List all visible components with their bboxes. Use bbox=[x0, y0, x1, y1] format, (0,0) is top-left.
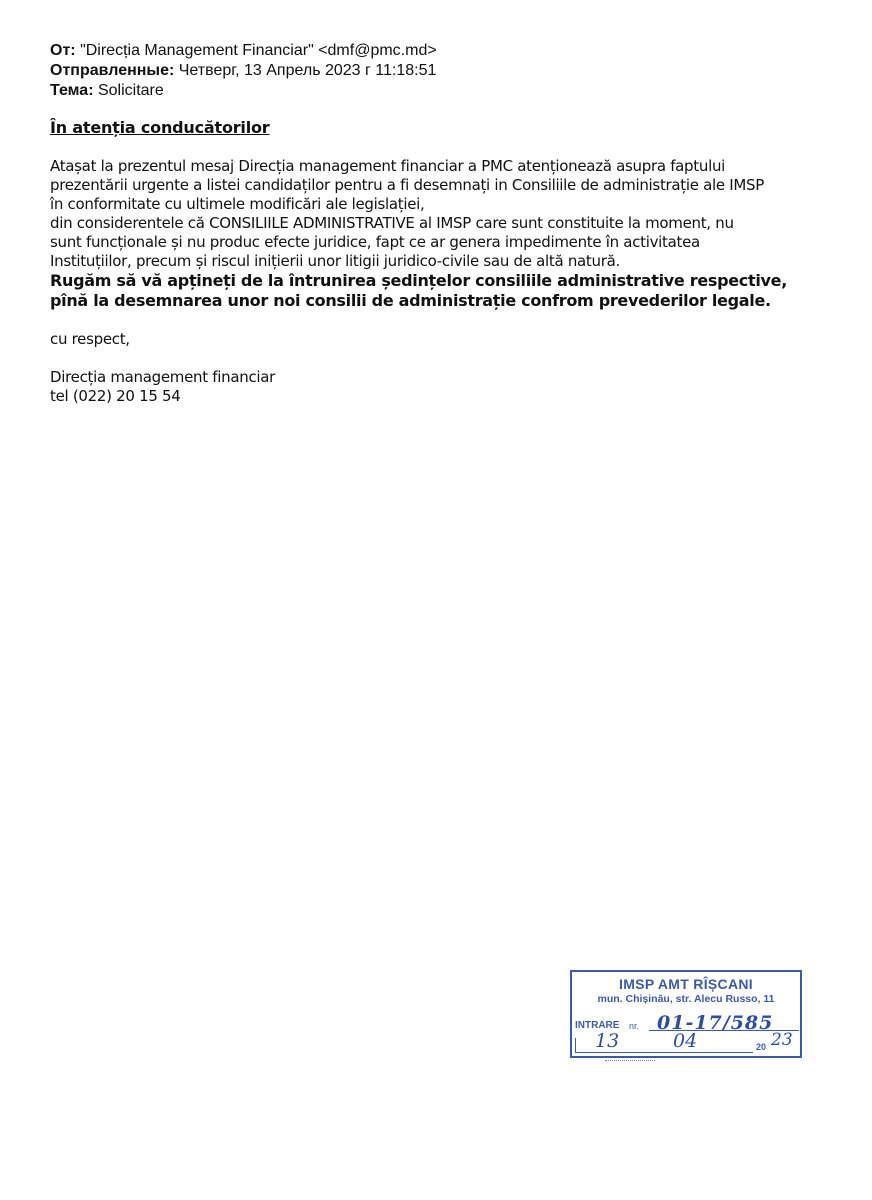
paragraph-line: sunt funcționale și nu produc efecte juridice, fapt ce ar genera impedimente în activitatea bbox=[50, 233, 700, 251]
paragraph-line: prezentării urgente a listei candidaților pentru a fi desemnați in Consiliile de administrație ale IMSP bbox=[50, 176, 765, 194]
sent-value: Четверг, 13 Апрель 2023 г 11:18:51 bbox=[178, 62, 437, 79]
stamp-title: IMSP AMT RÎȘCANI bbox=[619, 976, 753, 992]
sent-label: Отправленные: bbox=[50, 62, 175, 79]
stamp-nr-label: nr. bbox=[629, 1021, 640, 1031]
stamp-day: 13 bbox=[595, 1030, 620, 1052]
stamp-month: 04 bbox=[673, 1030, 698, 1052]
stamp-date-row bbox=[575, 1030, 799, 1054]
bold-line: pînă la desemnarea unor noi consilii de administrație confrom prevederilor legale. bbox=[50, 291, 771, 310]
paragraph-line: Atașat la prezentul mesaj Direcția management financiar a PMC atenționează asupra faptului bbox=[50, 157, 726, 175]
stamp-intrare-label: INTRARE bbox=[575, 1020, 620, 1031]
signature-name: Direcția management financiar bbox=[50, 368, 276, 386]
paragraph-line: în conformitate cu ultimele modificări ale legislației, bbox=[50, 195, 425, 213]
registration-stamp bbox=[570, 970, 802, 1058]
sent-row bbox=[50, 61, 437, 81]
subject-value: Solicitare bbox=[97, 82, 164, 99]
stamp-year-prefix: 20 bbox=[756, 1042, 767, 1052]
bold-line: Rugăm să vă apțineți de la întrunirea ședințelor consiliile administrative respective, bbox=[50, 271, 787, 290]
signature-tel: tel (022) 20 15 54 bbox=[50, 387, 181, 405]
paragraph-line: din considerentele că CONSILIILE ADMINISTRATIVE al IMSP care sunt constituite la moment, nu bbox=[50, 214, 734, 232]
closing: cu respect, bbox=[50, 330, 130, 348]
attention-heading: În atenția conducătorilor bbox=[50, 118, 270, 137]
subject-row bbox=[50, 81, 437, 101]
main-paragraph bbox=[50, 157, 810, 271]
from-label: От: bbox=[50, 42, 76, 59]
stamp-handwritten-number: 01-17/585 bbox=[657, 1012, 774, 1034]
paragraph-line: Instituțiilor, precum și riscul inițierii unor litigii juridico-civile sau de altă natură. bbox=[50, 252, 620, 270]
letter-body bbox=[50, 118, 810, 406]
stamp-year-suffix: 23 bbox=[771, 1030, 793, 1050]
stamp-address: mun. Chișinău, str. Alecu Russo, 11 bbox=[597, 993, 775, 1005]
from-value: "Direcția Management Financiar" <dmf@pmc.md> bbox=[80, 42, 437, 59]
email-header bbox=[50, 41, 437, 101]
from-row bbox=[50, 41, 437, 61]
request-paragraph bbox=[50, 271, 810, 311]
subject-label: Тема: bbox=[50, 82, 94, 99]
